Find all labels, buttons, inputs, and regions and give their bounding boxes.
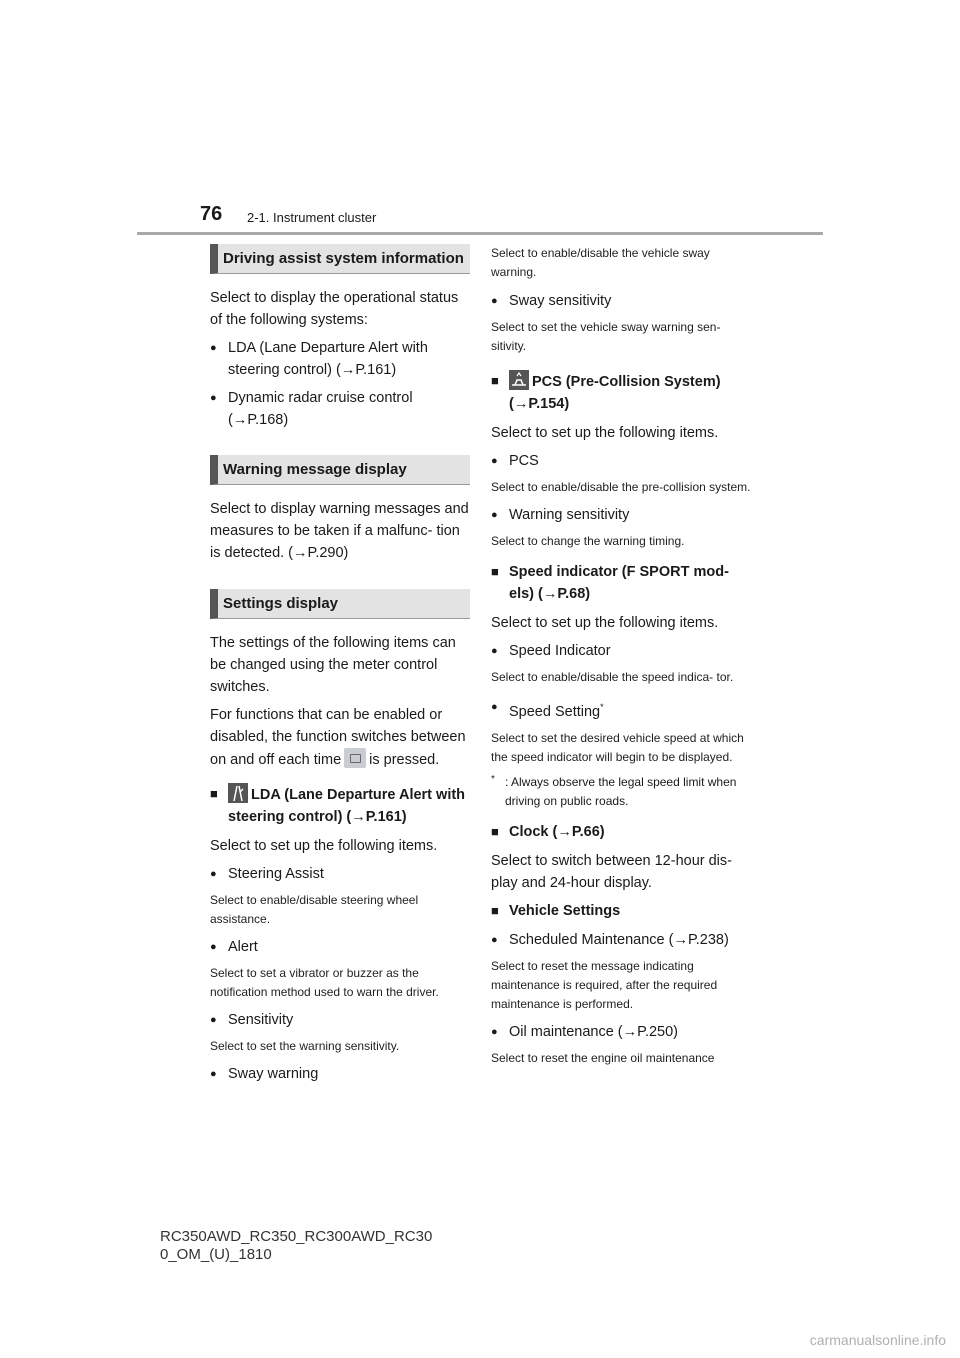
- subheading-text: Speed indicator (F SPORT mod- els) (→P.68): [509, 564, 729, 602]
- footnote: [491, 773, 751, 811]
- bullet-item: ● Sway warning: [210, 1063, 470, 1085]
- section-title: 2-1. Instrument cluster: [247, 210, 377, 225]
- description: Select to set a vibrator or buzzer as the notification method used to warn the driver.: [210, 966, 439, 999]
- bullet-item: ● Speed Indicator: [491, 640, 751, 662]
- watermark: carmanualsonline.info: [809, 1332, 946, 1348]
- subheading-clock: [491, 821, 751, 843]
- bullet-item: ● Scheduled Maintenance (→P.238): [491, 929, 751, 951]
- description: Select to enable/disable the vehicle sway warning.: [491, 246, 710, 279]
- bullet-item: ● Sensitivity: [210, 1009, 470, 1031]
- lane-departure-icon: [228, 783, 248, 803]
- description: Select to enable/disable the speed indica- tor.: [491, 670, 734, 684]
- description: Select to set the warning sensitivity.: [210, 1039, 400, 1053]
- pre-collision-icon: [509, 370, 529, 390]
- bullet-item: ● Dynamic radar cruise control (→P.168): [210, 387, 470, 431]
- square-bullet-icon: ■: [491, 823, 499, 839]
- description: Select to set the desired vehicle speed at which the speed indicator will begin to be displayed.: [491, 730, 744, 764]
- heading-settings-display: Settings display: [210, 589, 470, 619]
- bullet-item: ● Alert: [210, 936, 470, 958]
- footnote-text: : Always observe the legal speed limit when driving on public roads.: [505, 774, 737, 808]
- paragraph: Select to set up the following items.: [210, 838, 438, 854]
- bullet-text: Speed Setting: [509, 703, 601, 720]
- square-bullet-icon: ■: [491, 564, 499, 579]
- description: Select to enable/disable steering wheel assistance.: [210, 893, 419, 926]
- subheading-text: Clock (→P.66): [509, 823, 605, 840]
- right-column: [491, 244, 751, 1068]
- paragraph: Select to switch between 12-hour dis- play and 24-hour display.: [491, 852, 732, 891]
- paragraph: The settings of the following items can be changed using the meter control switches.: [210, 635, 456, 695]
- page-footer: [160, 1228, 432, 1264]
- bullet-item: ● Oil maintenance (→P.250): [491, 1021, 751, 1043]
- paragraph: Select to set up the following items.: [491, 425, 719, 441]
- meter-switch-icon: [344, 748, 366, 768]
- subheading-text: PCS (Pre-Collision System) (→P.154): [509, 374, 721, 412]
- subheading-lda: [210, 783, 470, 828]
- page-number: 76: [200, 203, 223, 225]
- subheading-text: LDA (Lane Departure Alert with steering control) (→P.161): [228, 787, 466, 825]
- subheading-pcs: [491, 370, 751, 415]
- paragraph: Select to set up the following items.: [491, 615, 719, 631]
- footer-line: RC350AWD_RC350_RC300AWD_RC30: [160, 1228, 433, 1245]
- paragraph-text: is pressed.: [369, 752, 440, 768]
- footnote-marker: *: [600, 702, 604, 712]
- footnote-star: *: [491, 773, 495, 785]
- bullet-item: ● PCS: [491, 450, 751, 472]
- footer-line: 0_OM_(U)_1810: [160, 1246, 272, 1263]
- page-header: [0, 0, 960, 240]
- subheading-speed-indicator: [491, 561, 751, 605]
- square-bullet-icon: ■: [210, 786, 218, 801]
- bullet-item: ● Steering Assist: [210, 863, 470, 885]
- bullet-item: ● LDA (Lane Departure Alert with steering control) (→P.161): [210, 337, 470, 381]
- bullet-item: ● Sway sensitivity: [491, 290, 751, 312]
- header-rule: [137, 232, 823, 235]
- paragraph: Select to display warning messages and measures to be taken if a malfunc- tion is detected. (→P.290): [210, 501, 469, 561]
- description: Select to reset the message indicating maintenance is required, after the required maintenance is performed.: [491, 958, 718, 1011]
- square-bullet-icon: ■: [491, 373, 499, 388]
- square-bullet-icon: ■: [491, 902, 499, 918]
- description: Select to set the vehicle sway warning sen- sitivity.: [491, 320, 721, 353]
- heading-warning-message: Warning message display: [210, 455, 470, 485]
- paragraph: Select to display the operational status of the following systems:: [210, 290, 459, 328]
- description: Select to change the warning timing.: [491, 534, 685, 548]
- bullet-item: ● Warning sensitivity: [491, 504, 751, 526]
- description: Select to reset the engine oil maintenance: [491, 1050, 715, 1065]
- description: Select to enable/disable the pre-collision system.: [491, 480, 751, 494]
- heading-driving-assist: Driving assist system information: [210, 244, 470, 274]
- paragraph: [210, 704, 470, 771]
- paragraph-text: For functions that can be enabled or disabled, the function switches between on and off each time: [210, 707, 466, 768]
- subheading-vehicle-settings: [491, 900, 751, 922]
- left-column: [210, 244, 470, 1085]
- subheading-text: Vehicle Settings: [509, 902, 621, 919]
- bullet-item: [491, 696, 751, 723]
